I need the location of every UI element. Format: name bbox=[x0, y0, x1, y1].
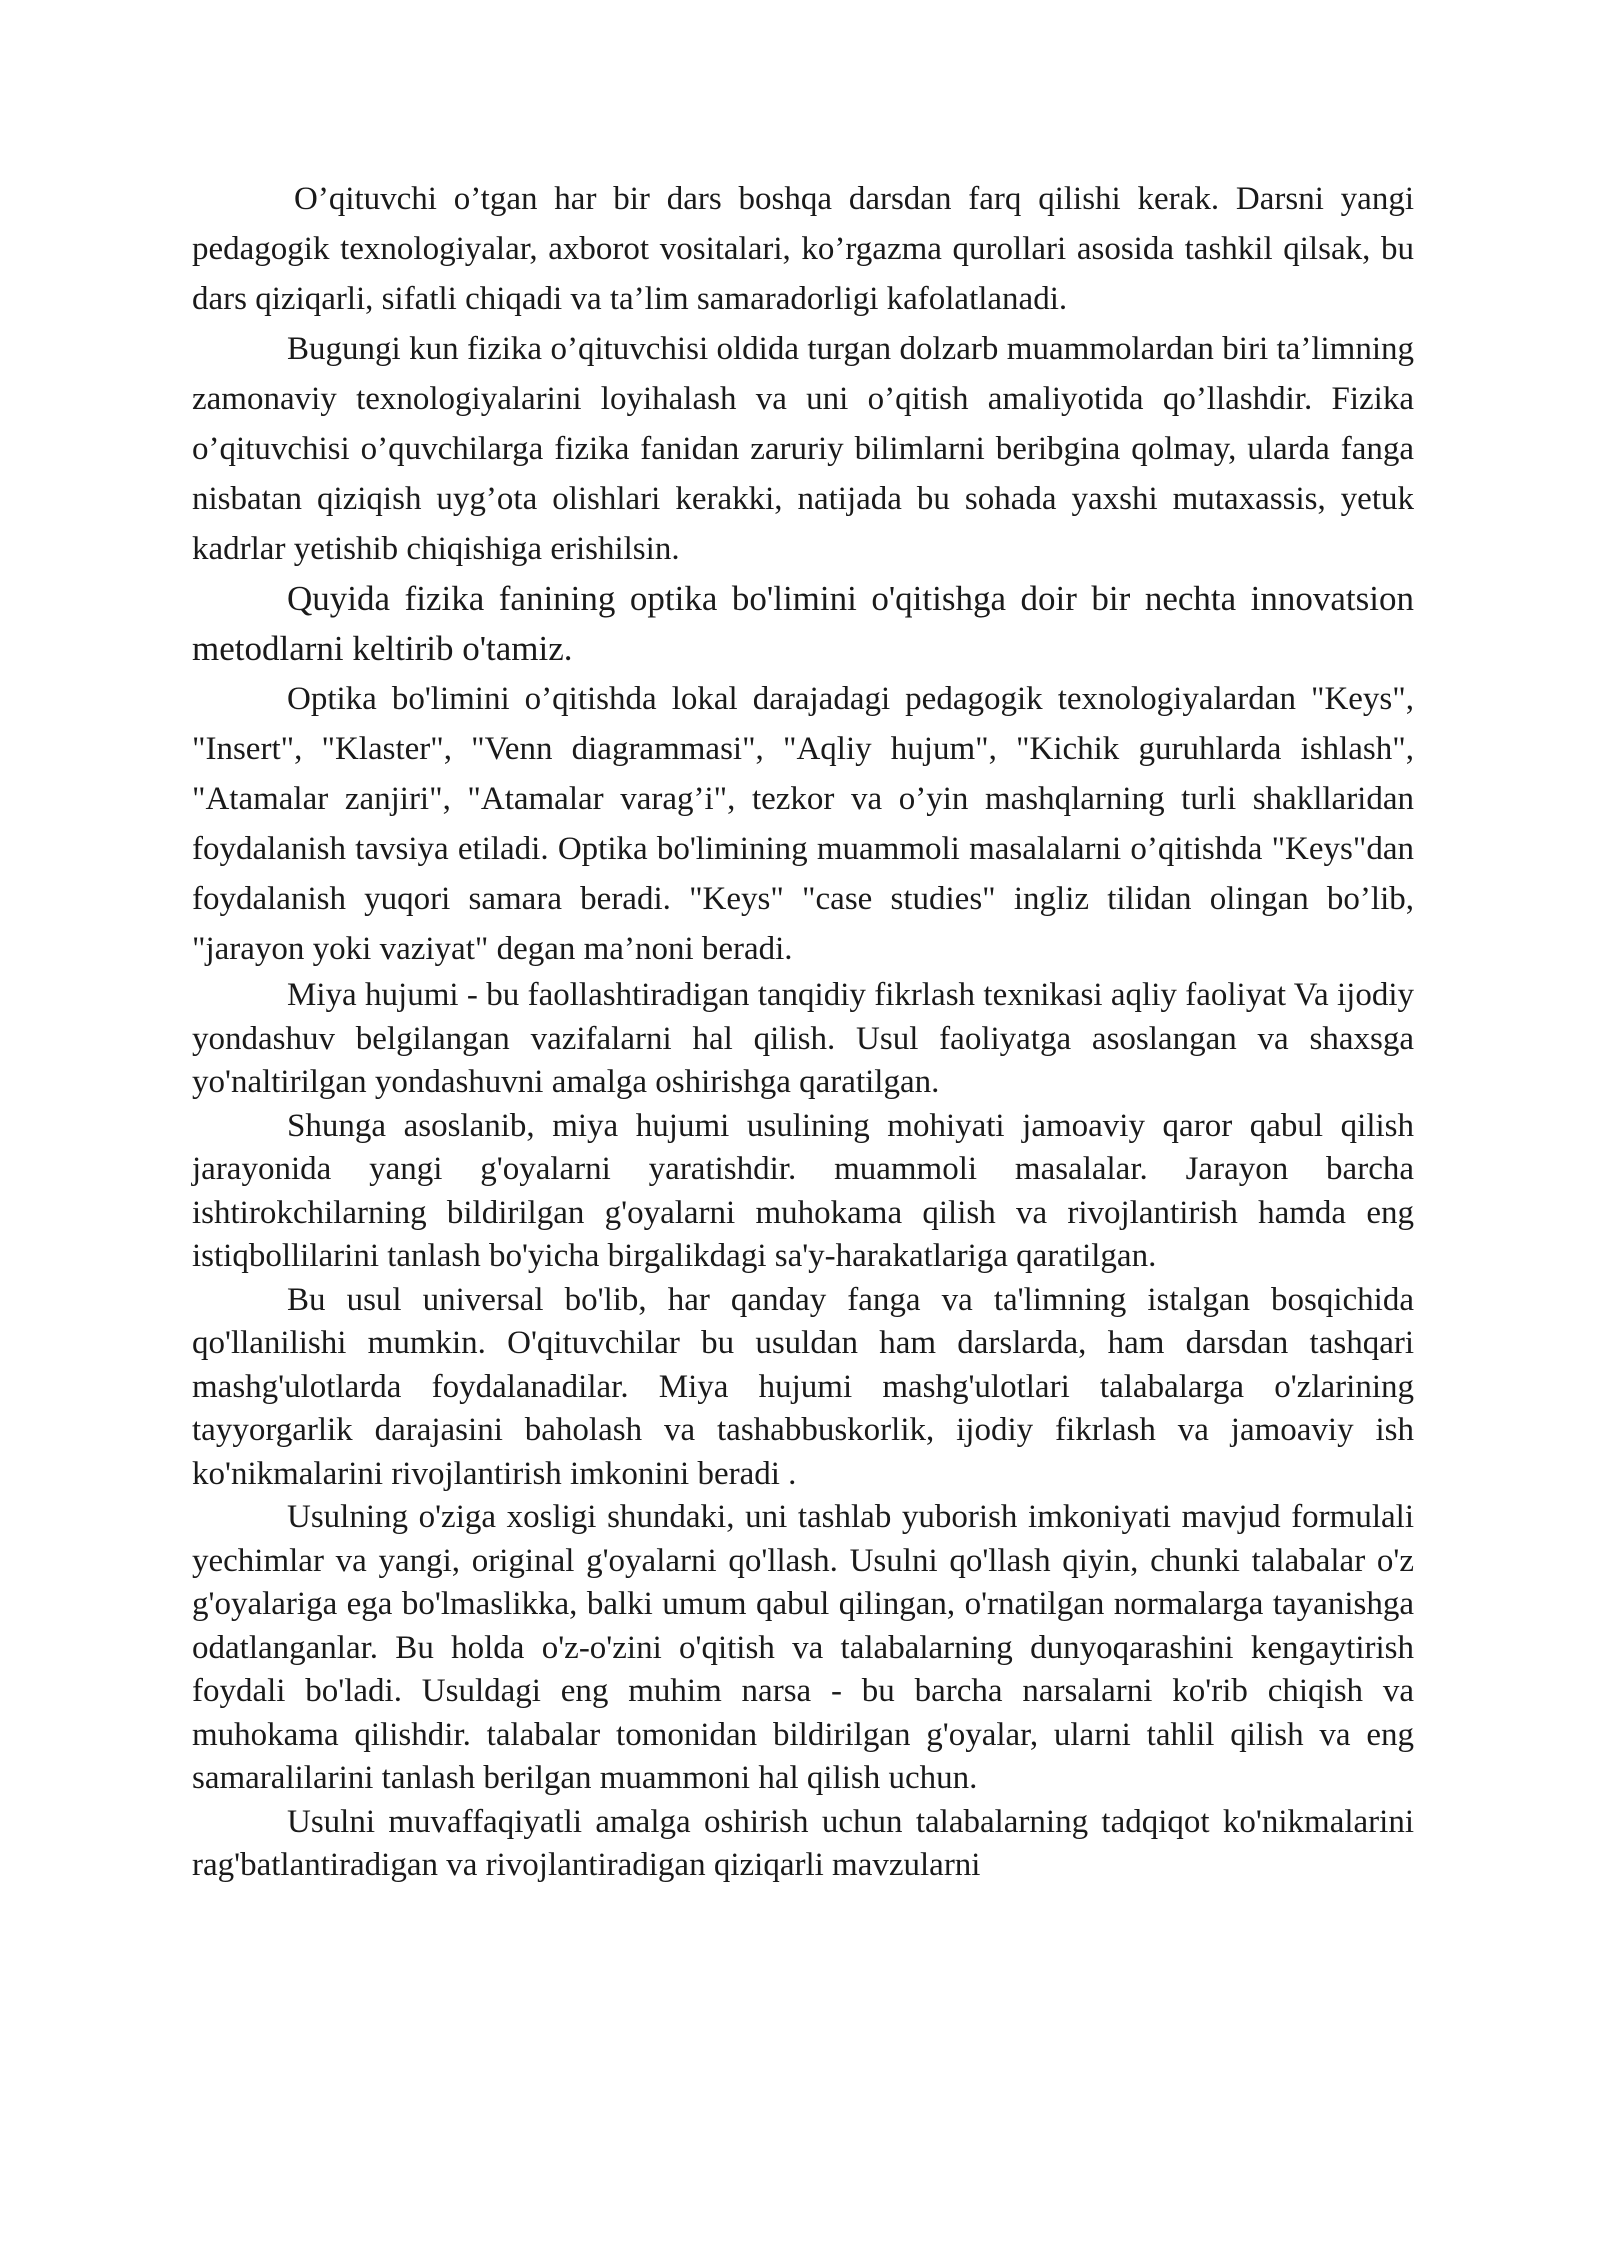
paragraph-successful-implementation: Usulni muvaffaqiyatli amalga oshirish uchun talabalarning tadqiqot ko'nikmalarini rag'batlantiradigan va rivojlantiradigan qiziqarli mavzularni bbox=[192, 1803, 1414, 1883]
paragraph-optics-keys: Optika bo'limini o’qitishda lokal darajadagi pedagogik texnologiyalardan "Keys", "Insert", "Klaster", "Venn diagrammasi", "Aqliy hujum", "Kichik guruhlarda ishlash", "Atamalar zanjiri", "Atamalar varag’i", tezkor va o’yin mashqlarning turli shakllaridan foydalanish tavsiya etiladi. Optika bo'limining muammoli masalalarni o’qitishda "Keys"dan foydalanish yuqori samara beradi. "Keys" "case studies" ingliz tilidan olingan bo’lib, "jarayon yoki vaziyat" degan ma’noni beradi. bbox=[192, 681, 1414, 967]
paragraph-physics-teacher: Bugungi kun fizika o’qituvchisi oldida turgan dolzarb muammolardan biri ta’limning zamonaviy texnologiyalarini loyihalash va uni o’qitish amaliyotida qo’llashdir. Fizika o’qituvchisi o’quvchilarga fizika fanidan zaruriy bilimlarni beribgina qolmay, ularda fanga nisbatan qiziqish uyg’ota olishlari kerakki, natijada bu sohada yaxshi mutaxassis, yetuk kadrlar yetishib chiqishiga erishilsin. bbox=[192, 331, 1414, 567]
document-page bbox=[192, 174, 1414, 1888]
paragraph-innovative-methods: Quyida fizika fanining optika bo'limini o'qitishga doir bir nechta innovatsion metodlarni keltirib o'tamiz. bbox=[192, 579, 1414, 668]
paragraph-method-peculiarity: Usulning o'ziga xosligi shundaki, uni tashlab yuborish imkoniyati mavjud formulali yechimlar va yangi, original g'oyalarni qo'llash. Usulni qo'llash qiyin, chunki talabalar o'z g'oyalariga ega bo'lmaslikka, balki umum qabul qilingan, o'rnatilgan normalarga tayanishga odatlanganlar. Bu holda o'z-o'zini o'qitish va talabalarning dunyoqarashini kengaytirish foydali bo'ladi. Usuldagi eng muhim narsa - bu barcha narsalarni ko'rib chiqish va muhokama qilishdir. talabalar tomonidan bildirilgan g'oyalar, ularni tahlil qilish va eng samaralilarini tanlash berilgan muammoni hal qilish uchun. bbox=[192, 1499, 1414, 1796]
paragraph-universal-method: Bu usul universal bo'lib, har qanday fanga va ta'limning istalgan bosqichida qo'llanilishi mumkin. O'qituvchilar bu usuldan ham darslarda, ham darsdan tashqari mashg'ulotlarda foydalanadilar. Miya hujumi mashg'ulotlari talabalarga o'zlarining tayyorgarlik darajasini baholash va tashabbuskorlik, ijodiy fikrlash va jamoaviy ish ko'nikmalarini rivojlantirish imkonini beradi . bbox=[192, 1281, 1414, 1492]
paragraph-intro: O’qituvchi o’tgan har bir dars boshqa darsdan farq qilishi kerak. Darsni yangi pedagogik texnologiyalar, axborot vositalari, ko’rgazma qurollari asosida tashkil qilsak, bu dars qiziqarli, sifatli chiqadi va ta’lim samaradorligi kafolatlanadi. bbox=[192, 181, 1414, 317]
paragraph-brainstorm-definition: Miya hujumi - bu faollashtiradigan tanqidiy fikrlash texnikasi aqliy faoliyat Va ijodiy yondashuv belgilangan vazifalarni hal qilish. Usul faoliyatga asoslangan va shaxsga yo'naltirilgan yondashuvni amalga oshirishga qaratilgan. bbox=[192, 977, 1414, 1100]
paragraph-brainstorm-essence: Shunga asoslanib, miya hujumi usulining mohiyati jamoaviy qaror qabul qilish jarayonida yangi g'oyalarni yaratishdir. muammoli masalalar. Jarayon barcha ishtirokchilarning bildirilgan g'oyalarni muhokama qilish va rivojlantirish hamda eng istiqbollilarini tanlash bo'yicha birgalikdagi sa'y-harakatlariga qaratilgan. bbox=[192, 1107, 1414, 1274]
